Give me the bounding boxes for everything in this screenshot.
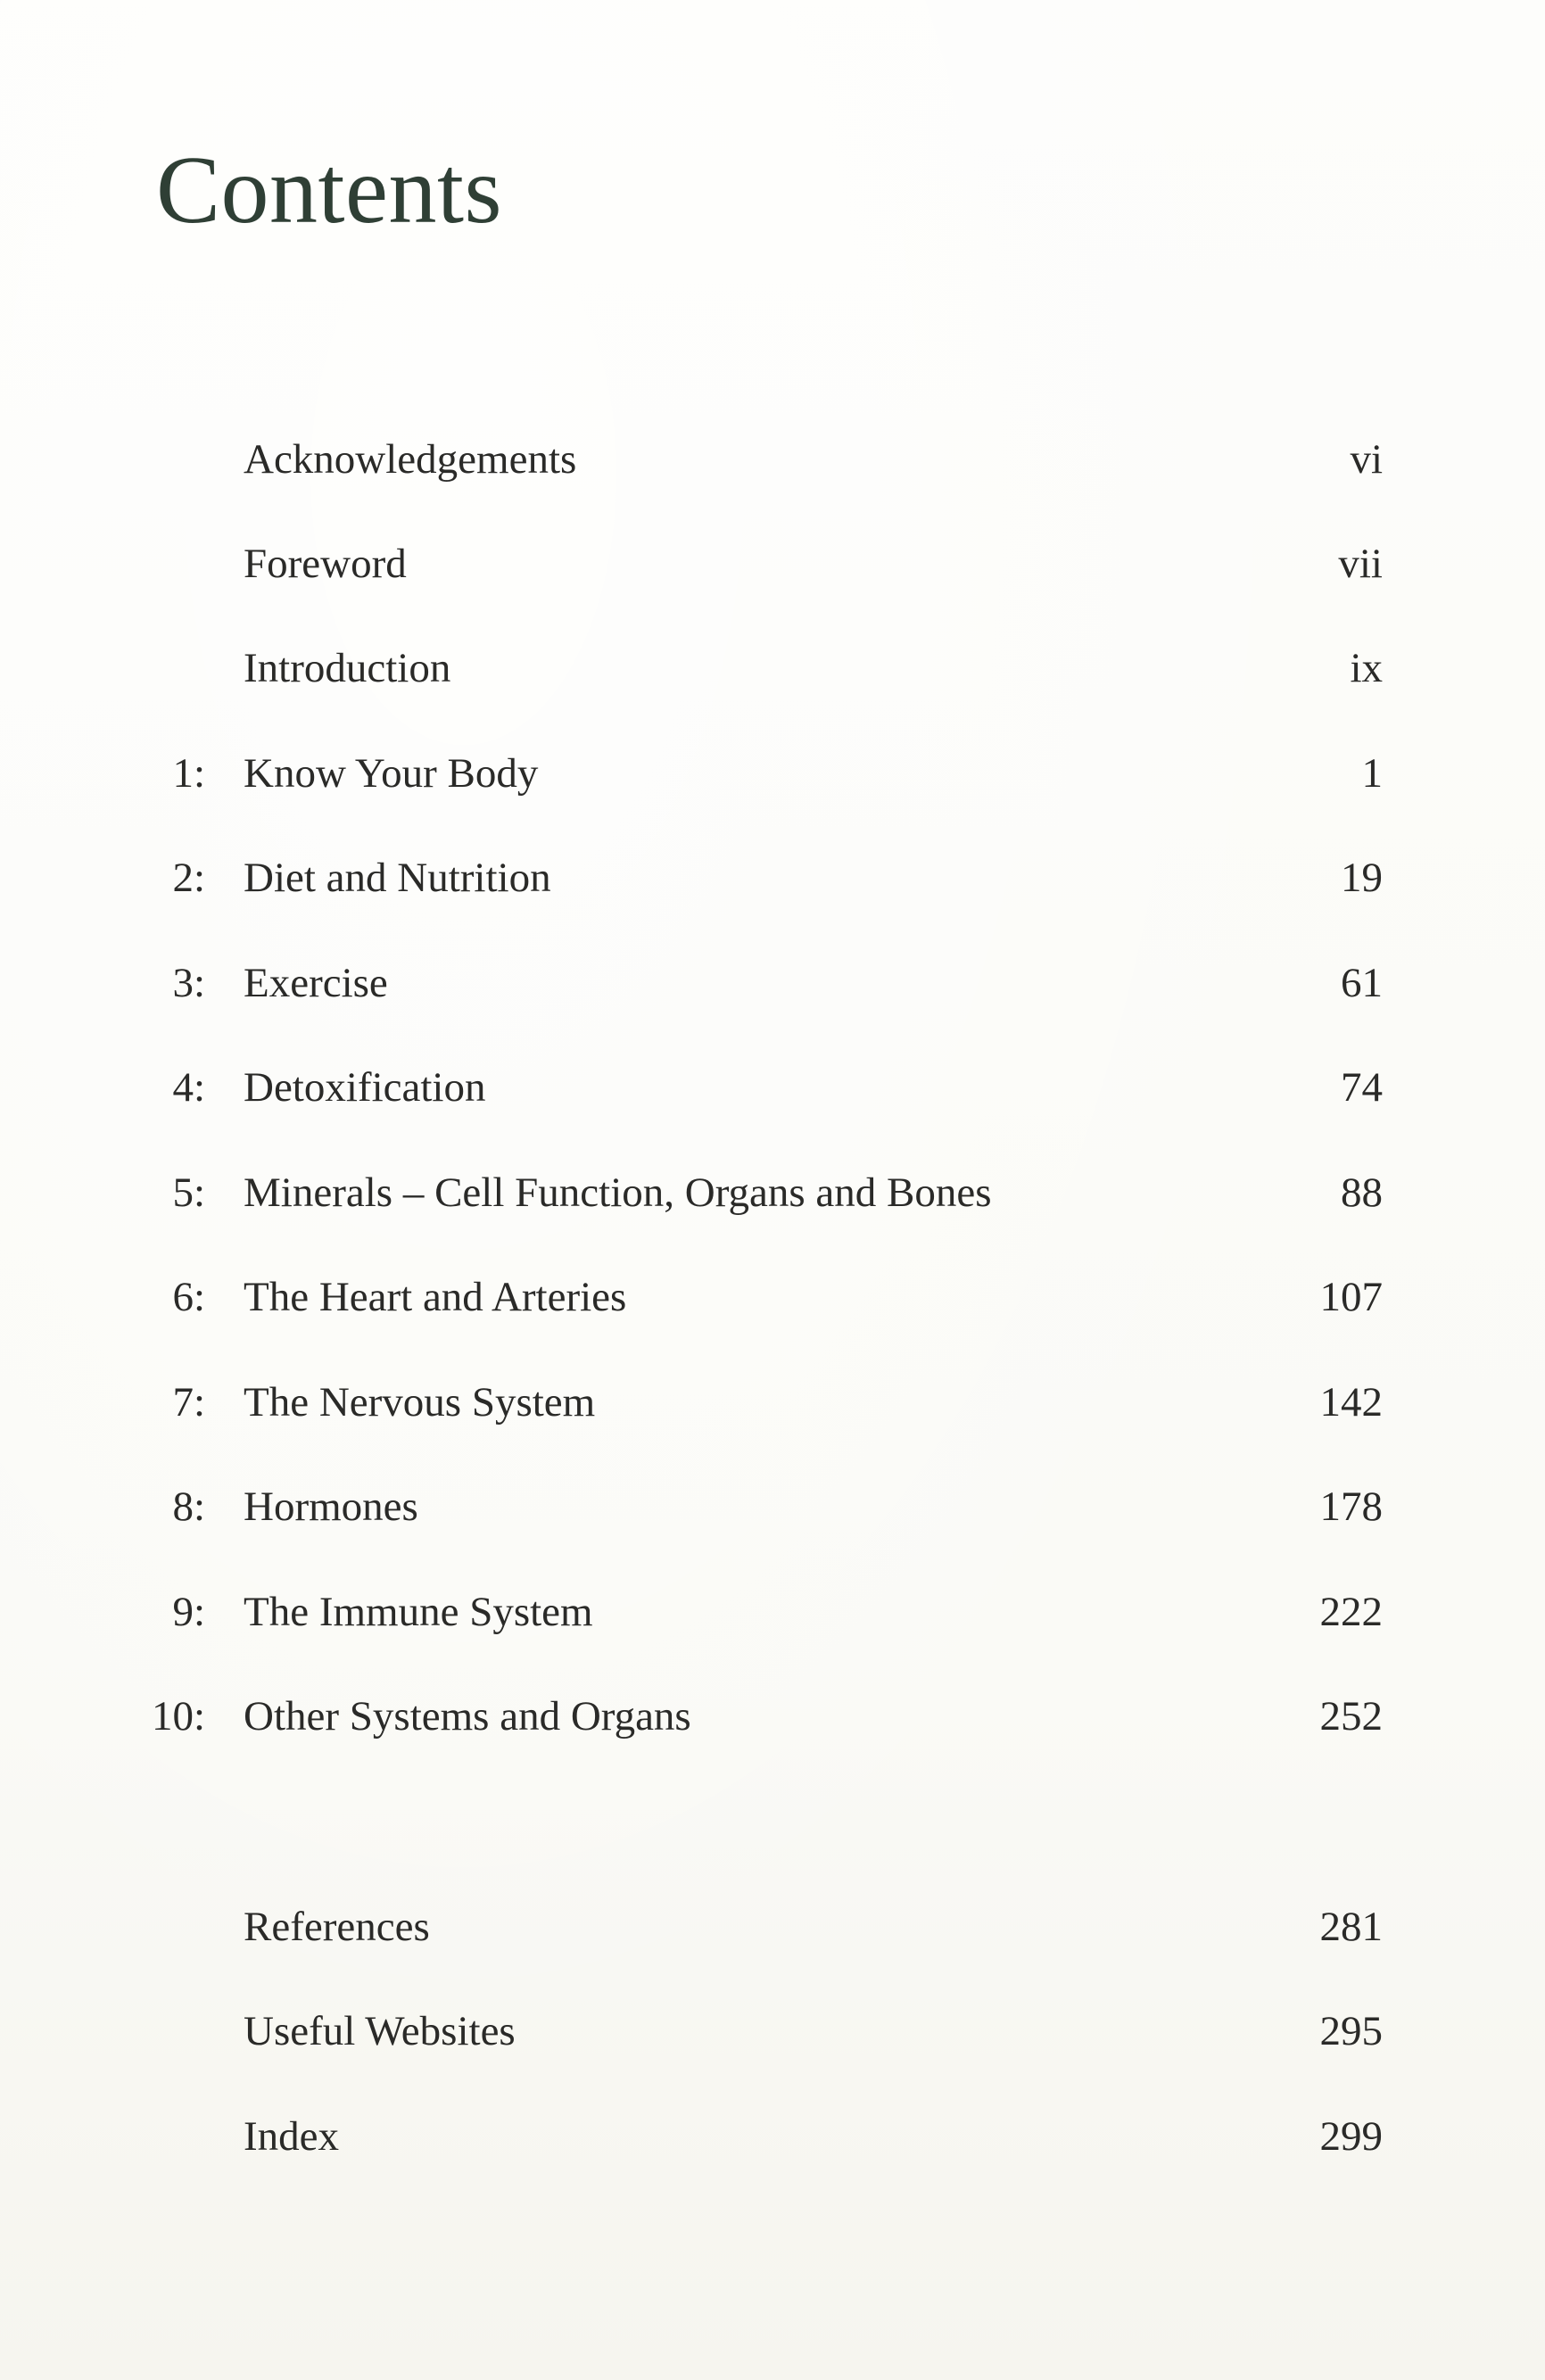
entry-title: Introduction — [244, 645, 451, 691]
toc-entry[interactable] — [0, 1161, 1545, 1224]
page-number: 88 — [1341, 1169, 1383, 1216]
chapter-number: 5: — [172, 1169, 205, 1216]
chapter-number: 10: — [151, 1693, 205, 1740]
toc-entry[interactable] — [0, 1056, 1545, 1119]
chapter-number: 9: — [172, 1589, 205, 1635]
entry-title: The Immune System — [244, 1589, 593, 1635]
page-number: 107 — [1319, 1274, 1383, 1320]
toc-entry[interactable] — [0, 847, 1545, 909]
page-number: 252 — [1319, 1693, 1383, 1740]
entry-title: Minerals – Cell Function, Organs and Bones — [244, 1169, 992, 1216]
entry-title: Foreword — [244, 541, 407, 587]
entry-title: Useful Websites — [244, 2008, 516, 2054]
page-number: vii — [1338, 541, 1383, 587]
entry-title: Acknowledgements — [244, 436, 577, 483]
entry-title: Detoxification — [244, 1064, 486, 1111]
chapter-number: 3: — [172, 960, 205, 1006]
page-number: 222 — [1319, 1589, 1383, 1635]
entry-title: Exercise — [244, 960, 388, 1006]
toc-entry[interactable] — [0, 2105, 1545, 2168]
page-number: 19 — [1341, 855, 1383, 901]
chapter-number: 4: — [172, 1064, 205, 1111]
toc-entry[interactable] — [0, 533, 1545, 595]
entry-title: The Nervous System — [244, 1379, 596, 1426]
page-number: 61 — [1341, 960, 1383, 1006]
entry-title: Know Your Body — [244, 750, 539, 797]
toc-entry[interactable] — [0, 1685, 1545, 1748]
page-number: 74 — [1341, 1064, 1383, 1111]
chapter-number: 8: — [172, 1483, 205, 1530]
page-number: 142 — [1319, 1379, 1383, 1426]
toc-entry[interactable] — [0, 637, 1545, 699]
entry-title: Other Systems and Organs — [244, 1693, 691, 1740]
page-number: 178 — [1319, 1483, 1383, 1530]
chapter-number: 1: — [172, 750, 205, 797]
entry-title: The Heart and Arteries — [244, 1274, 627, 1320]
toc-entry[interactable] — [0, 428, 1545, 491]
toc-entry[interactable] — [0, 1266, 1545, 1328]
toc-entry[interactable] — [0, 1475, 1545, 1538]
toc-entry[interactable] — [0, 2000, 1545, 2062]
page-number: 299 — [1319, 2113, 1383, 2160]
page-number: 1 — [1361, 750, 1383, 797]
chapter-number: 6: — [172, 1274, 205, 1320]
toc-entry[interactable] — [0, 952, 1545, 1014]
toc-entry[interactable] — [0, 742, 1545, 805]
toc-entry[interactable] — [0, 1581, 1545, 1643]
page-title: Contents — [156, 137, 503, 244]
page-number: 281 — [1319, 1904, 1383, 1950]
entry-title: References — [244, 1904, 430, 1950]
toc-entry[interactable] — [0, 1371, 1545, 1434]
page-number: ix — [1350, 645, 1383, 691]
entry-title: Diet and Nutrition — [244, 855, 551, 901]
page-number: 295 — [1319, 2008, 1383, 2054]
page-number: vi — [1350, 436, 1383, 483]
entry-title: Hormones — [244, 1483, 418, 1530]
chapter-number: 7: — [172, 1379, 205, 1426]
chapter-number: 2: — [172, 855, 205, 901]
toc-entry[interactable] — [0, 1896, 1545, 1958]
entry-title: Index — [244, 2113, 340, 2160]
